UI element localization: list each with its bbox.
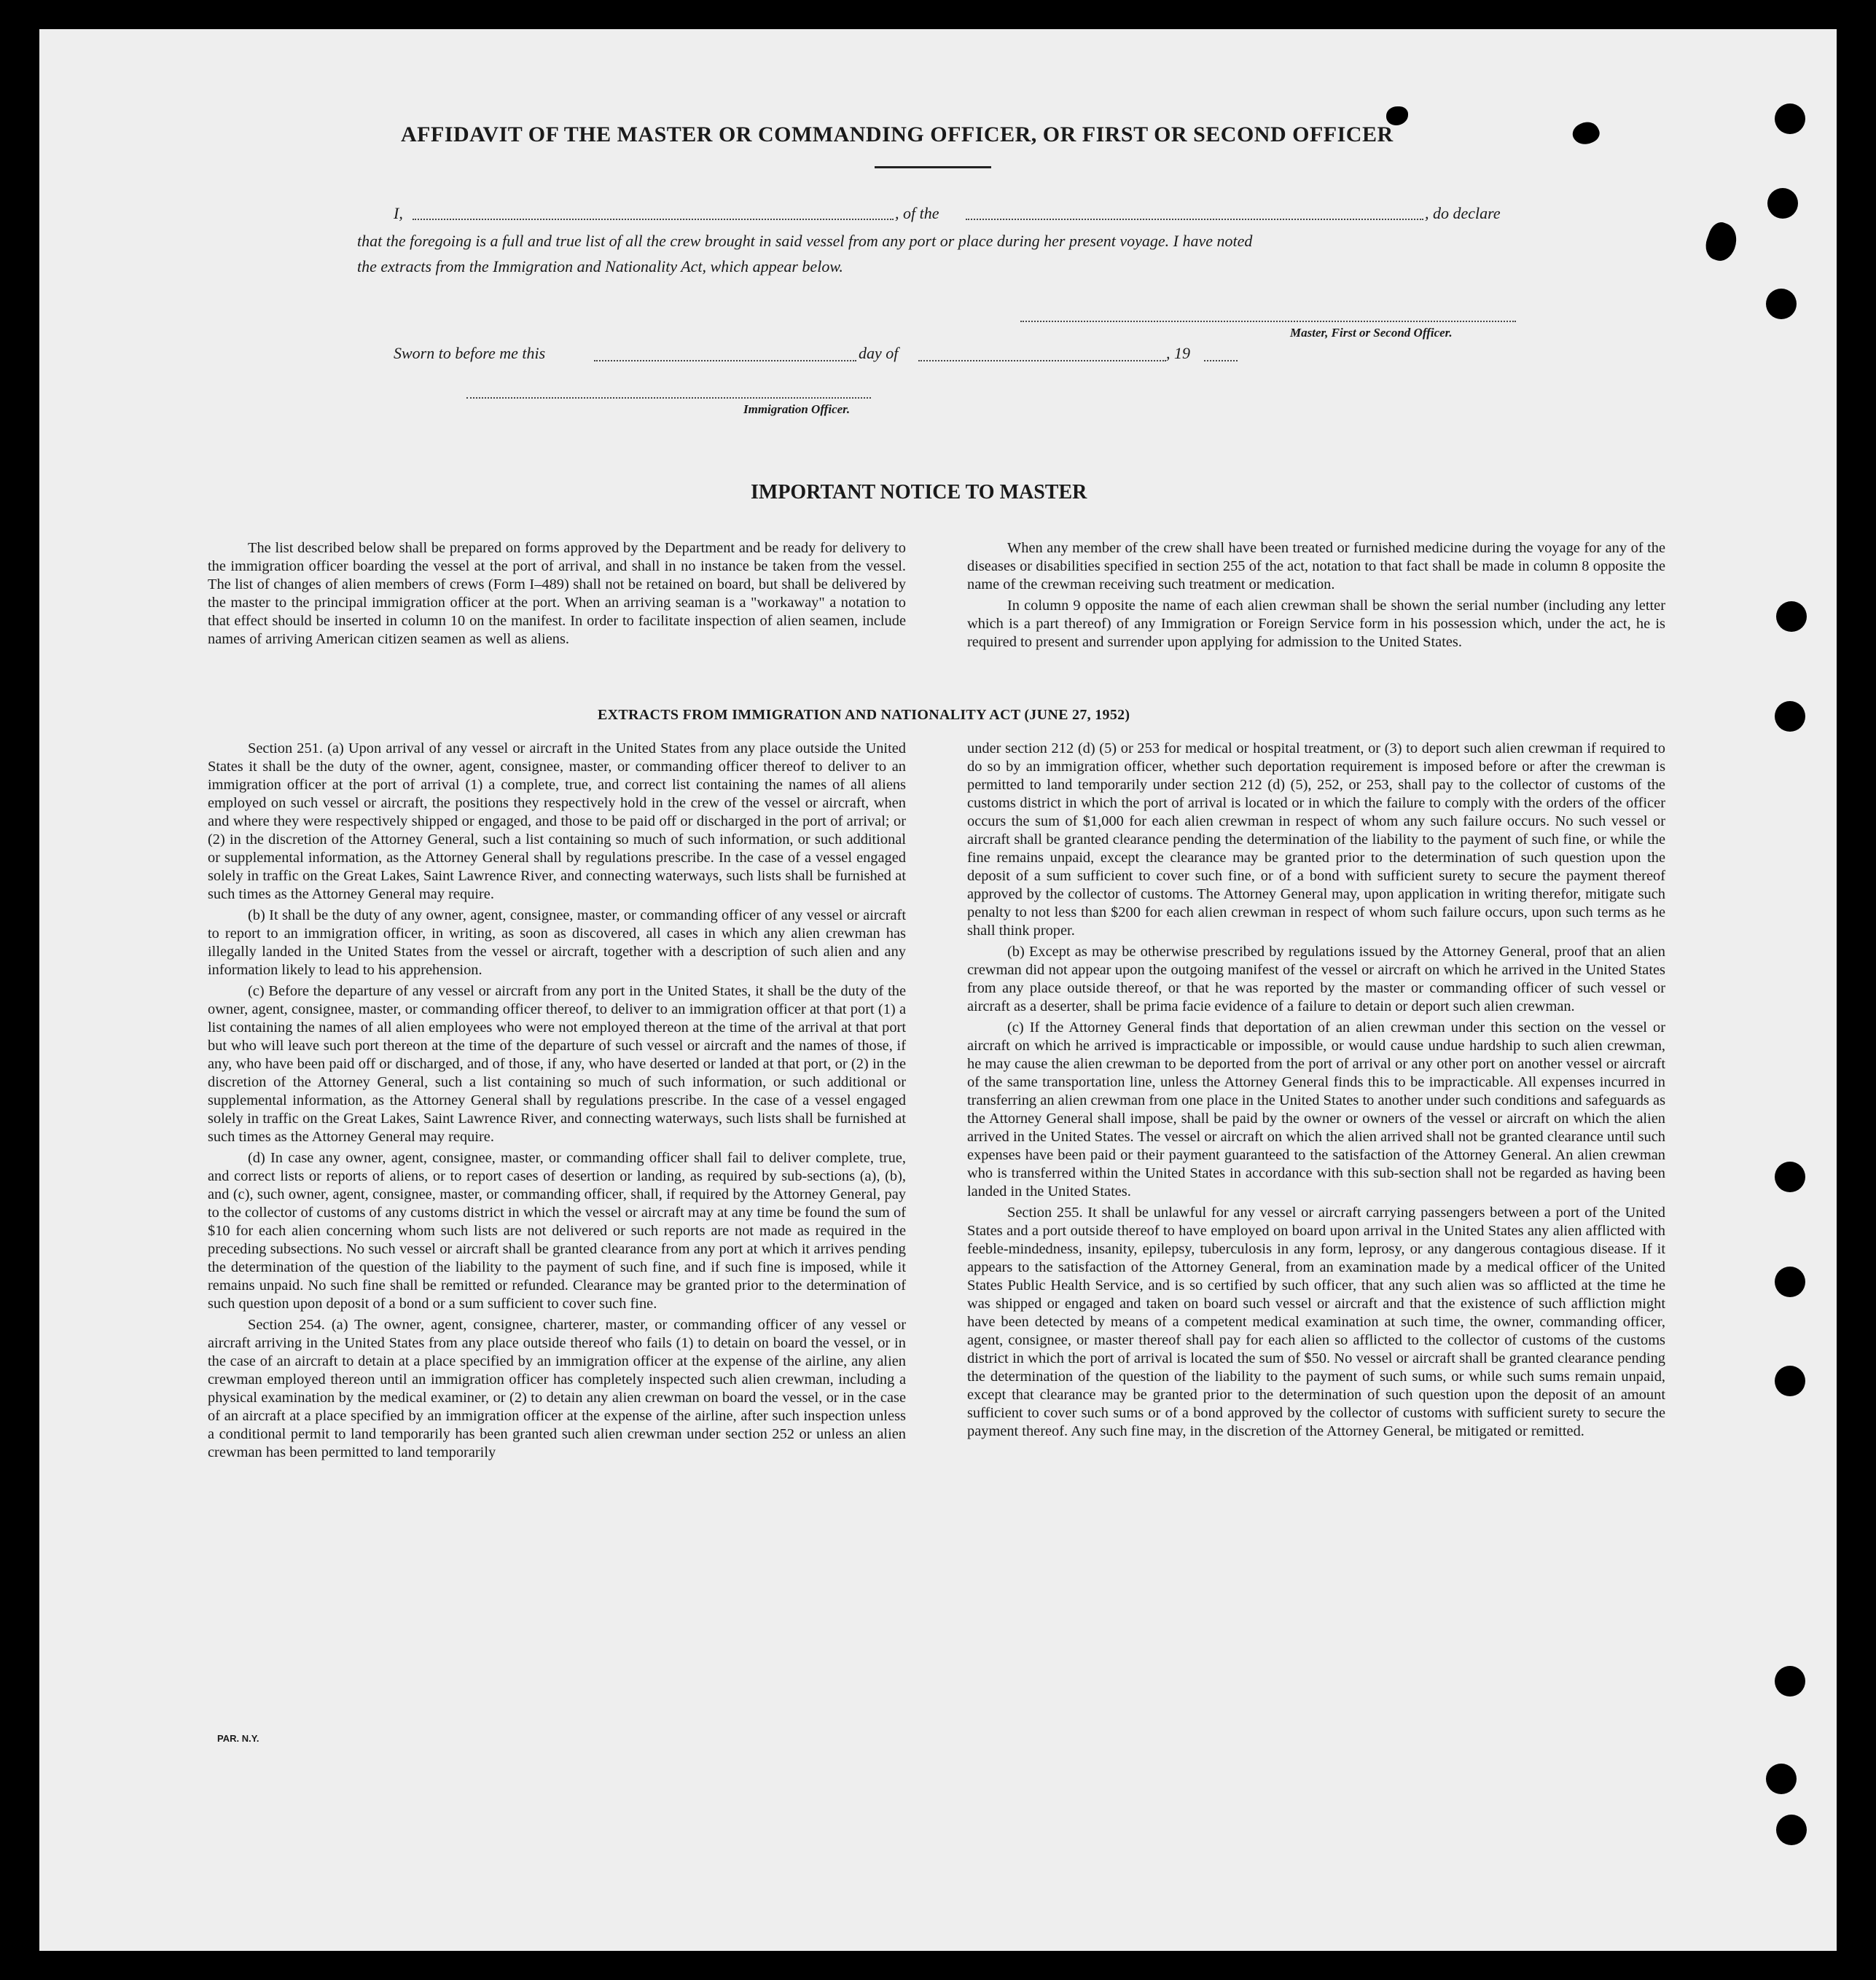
sworn-day-of-label: day of <box>859 344 899 362</box>
statute-paragraph: (b) It shall be the duty of any owner, agent, consignee, master, or commanding officer of any vessel or aircraft to report to an immigration officer, in writing, as soon as discovered, all cases in which any alien crewman has illegally landed in the United States from the vessel or aircraft, together with a description of such alien and any information likely to lead to his apprehension. <box>208 907 906 978</box>
sworn-prefix-label: Sworn to before me this <box>394 344 546 362</box>
statute-paragraph: (c) Before the departure of any vessel or aircraft from any port in the United States, it shall be the duty of the owner, agent, consignee, master, or commanding officer thereof, to deliver to an immigration officer at that port (1) a list containing the names of all alien employees who were not employed thereon at the time of the arrival at that port but who will leave such port thereon at the time of the departure of such vessel or aircraft and the names of those, if any, who have been paid off or discharged, and of those, if any, who have deserted or landed at that port, or (2) in the discretion of the Attorney General, such a list containing so much of such information, or such additional or supplemental information, as the Attorney General shall by regulations prescribe. In the case of a vessel engaged solely in traffic on the Great Lakes, Saint Lawrence River, and connecting waterways, such lists shall be furnished at such times as the Attorney General may require. <box>208 983 906 1145</box>
declarant-name-line[interactable] <box>413 219 894 220</box>
affidavit-do-declare-label: , do declare <box>1425 204 1501 222</box>
punch-hole <box>1766 1764 1797 1794</box>
sworn-year-line[interactable] <box>1204 360 1238 361</box>
extracts-title: EXTRACTS FROM IMMIGRATION AND NATIONALITY ACT (JUNE 27, 1952) <box>598 707 1130 723</box>
extracts-left-column <box>208 740 906 1462</box>
notice-left-column <box>208 539 906 649</box>
statute-paragraph: Section 255. It shall be unlawful for any vessel or aircraft carrying passengers between a port of the United States and a port outside thereof to have employed on board upon arrival in the United States any alien afflicted with feeble-mindedness, insanity, epilepsy, tuberculosis in any form, leprosy, or any dangerous contagious disease. If it appears to the satisfaction of the Attorney General, from an examination made by a medical officer of the United States Public Health Service, and is so certified by such officer, that any such alien was so afflicted at the time he was shipped or engaged and taken on board such vessel or aircraft and that the existence of such affliction might have been detected by means of a competent medical examination at such time, the owner, commanding officer, agent, consignee, or master thereof shall pay for each alien so afflicted to the collector of customs of the customs district in which the port of arrival is located the sum of $50. No vessel or aircraft shall be granted clearance pending the determination of the question of the liability to the payment of such sums, or while such sums remain unpaid, except that clearance may be granted prior to the determination of such question upon the deposit of an amount sufficient to cover such sums or of a bond approved by the collector of customs with sufficient surety to secure the payment thereof. Any such fine may, in the discretion of the Attorney General, be mitigated or remitted. <box>967 1205 1665 1439</box>
affidavit-statement-line-2: the extracts from the Immigration and Nationality Act, which appear below. <box>357 257 843 275</box>
statute-paragraph: Section 254. (a) The owner, agent, consignee, charterer, master, or commanding officer of any vessel or aircraft arriving in the United States from any place outside thereof who fails (1) to detain on board the vessel, or in the case of an aircraft to detain at a place specified by an immigration officer at the expense of the airline, any alien crewman employed thereon until an immigration officer has completely inspected such alien crewman, including a physical examination by the medical examiner, or (2) to detain any alien crewman on board the vessel, or in the case of an aircraft at a place specified by an immigration officer at the expense of the airline, after such inspection unless a conditional permit to land temporarily has been granted such alien crewman under section 252 or unless an alien crewman has been permitted to land temporarily <box>208 1317 906 1460</box>
officer-signature-label: Immigration Officer. <box>743 402 851 416</box>
affidavit-of-the-label: , of the <box>895 204 939 222</box>
statute-paragraph: (b) Except as may be otherwise prescribed by regulations issued by the Attorney General, proof that an alien crewman did not appear upon the outgoing manifest of the vessel or aircraft on which he arrived in the United States from any place outside thereof, or that he was reported by the master or commanding officer of such vessel or aircraft as a deserter, shall be prima facie evidence of a failure to detain or deport such alien crewman. <box>967 944 1665 1014</box>
punch-hole <box>1766 289 1797 319</box>
master-signature-line[interactable] <box>1020 321 1516 322</box>
affidavit-statement-line: that the foregoing is a full and true list of all the crew brought in said vessel from any port or place during her present voyage. I have noted <box>357 232 1253 250</box>
punch-hole <box>1775 1366 1805 1396</box>
vessel-name-line[interactable] <box>966 219 1423 220</box>
punch-hole <box>1775 1162 1805 1192</box>
notice-right-column <box>967 539 1665 651</box>
punch-hole <box>1775 1267 1805 1297</box>
affidavit-i-label: I, <box>394 204 403 222</box>
statute-paragraph: (c) If the Attorney General finds that deportation of an alien crewman under this section on the vessel or aircraft on which he arrived is impracticable or impossible, or would cause undue hardship to such alien crewman, he may cause the alien crewman to be deported from the port of arrival or any other port on another vessel or aircraft of the same transportation line, unless the Attorney General finds this to be impracticable. All expenses incurred in transferring an alien crewman from one place in the United States to another under such conditions and safeguards as the Attorney General shall impose, shall be paid by the owner or owners of the vessel or aircraft on which the alien arrived in the United States. The vessel or aircraft on which the alien arrived shall not be granted clearance until such expenses have been paid or their payment guaranteed to the satisfaction of the Attorney General. An alien crewman who is transferred within the United States in accordance with this sub-section shall not be regarded as having been landed in the United States. <box>967 1020 1665 1200</box>
punch-hole <box>1775 701 1805 732</box>
officer-signature-line[interactable] <box>466 397 871 399</box>
sworn-year-label: , 19 <box>1166 344 1190 362</box>
notice-title: IMPORTANT NOTICE TO MASTER <box>751 481 1087 504</box>
notice-paragraph: In column 9 opposite the name of each alien crewman shall be shown the serial number (including any letter which is a part thereof) of any Immigration or Foreign Service form in his possession which, under the act, he is required to present and surrender upon applying for admission to the United States. <box>967 598 1665 650</box>
punch-hole <box>1776 1815 1807 1845</box>
printer-code: PAR. N.Y. <box>217 1733 259 1744</box>
punch-hole <box>1776 601 1807 632</box>
affidavit-title: AFFIDAVIT OF THE MASTER OR COMMANDING OFFICER, OR FIRST OR SECOND OFFICER <box>401 122 1394 146</box>
punch-hole <box>1775 1666 1805 1697</box>
title-divider <box>875 166 991 168</box>
punch-hole <box>1767 188 1798 219</box>
sworn-month-line[interactable] <box>918 360 1166 361</box>
statute-paragraph: under section 212 (d) (5) or 253 for medical or hospital treatment, or (3) to deport such alien crewman if required to do so by an immigration officer, whether such deportation requirement is imposed before or after the crewman is permitted to land temporarily under section 212 (d) (5), 252, or 253, shall pay to the collector of customs of the customs district in which the port of arrival is located or in which the failure to comply with the orders of the officer occurs the sum of $1,000 for each alien crewman in respect of whom any such failure occurs. No such vessel or aircraft shall be granted clearance pending the determination of the liability to the payment of such fine, or while the fine remains unpaid, except the clearance may be granted prior to the determination of such question upon the deposit of a sum sufficient to cover such fine, or of a bond with sufficient surety to secure the payment thereof approved by the collector of customs. The Attorney General may, upon application in writing therefor, mitigate such penalty to not less than $200 for each alien crewman in respect of whom such failure occurs, upon such terms as he shall think proper. <box>967 740 1665 939</box>
notice-paragraph: When any member of the crew shall have been treated or furnished medicine during the voyage for any of the diseases or disabilities specified in section 255 of the act, notation to that fact shall be made in column 8 opposite the name of the crewman receiving such treatment or medication. <box>967 540 1665 592</box>
statute-paragraph: Section 251. (a) Upon arrival of any vessel or aircraft in the United States from any place outside the United States it shall be the duty of the owner, agent, consignee, master, or commanding officer thereof to deliver to an immigration officer at the port of arrival (1) a complete, true, and correct list containing the names of all aliens employed on such vessel or aircraft, the positions they respectively hold in the crew of the vessel or aircraft, when and where they were respectively shipped or engaged, and those to be paid off or discharged in the port of arrival; or (2) in the discretion of the Attorney General, such a list containing so much of such information, or such additional or supplemental information, as the Attorney General shall by regulations prescribe. In the case of a vessel engaged solely in traffic on the Great Lakes, Saint Lawrence River, and connecting waterways, such lists shall be furnished at such times as the Attorney General may require. <box>208 740 906 902</box>
sworn-day-line[interactable] <box>594 360 856 361</box>
punch-hole <box>1775 103 1805 134</box>
statute-paragraph: (d) In case any owner, agent, consignee, master, or commanding officer shall fail to deliver complete, true, and correct lists or reports of aliens, or to report cases of desertion or landing, as required by sub-sections (a), (b), and (c), such owner, agent, consignee, master, or commanding officer, shall, if required by the Attorney General, pay to the collector of customs of any customs district in which the vessel or aircraft may at any time be found the sum of $10 for each alien concerning whom such lists are not delivered or such reports are not made as required in the preceding subsections. No such vessel or aircraft shall be granted clearance from any port at which it arrives pending the determination of the question of the liability to the payment of such fine, and if such fine is imposed, while it remains unpaid. No such fine shall be remitted or refunded. Clearance may be granted prior to the determination of such question upon deposit of a bond or a sum sufficient to cover such fine. <box>208 1150 906 1312</box>
master-signature-label: Master, First or Second Officer. <box>1290 326 1453 340</box>
notice-paragraph: The list described below shall be prepared on forms approved by the Department and be ready for delivery to the immigration officer boarding the vessel at the port of arrival, and shall in no instance be taken from the vessel. The list of changes of alien members of crews (Form I–489) shall not be retained on board, but shall be delivered by the master to the principal immigration officer at the port. When an arriving seaman is a "workaway" a notation to that effect should be inserted in column 10 on the manifest. In order to facilitate inspection of alien seamen, include names of arriving American citizen seamen as well as aliens. <box>208 540 906 647</box>
extracts-right-column <box>967 740 1665 1441</box>
